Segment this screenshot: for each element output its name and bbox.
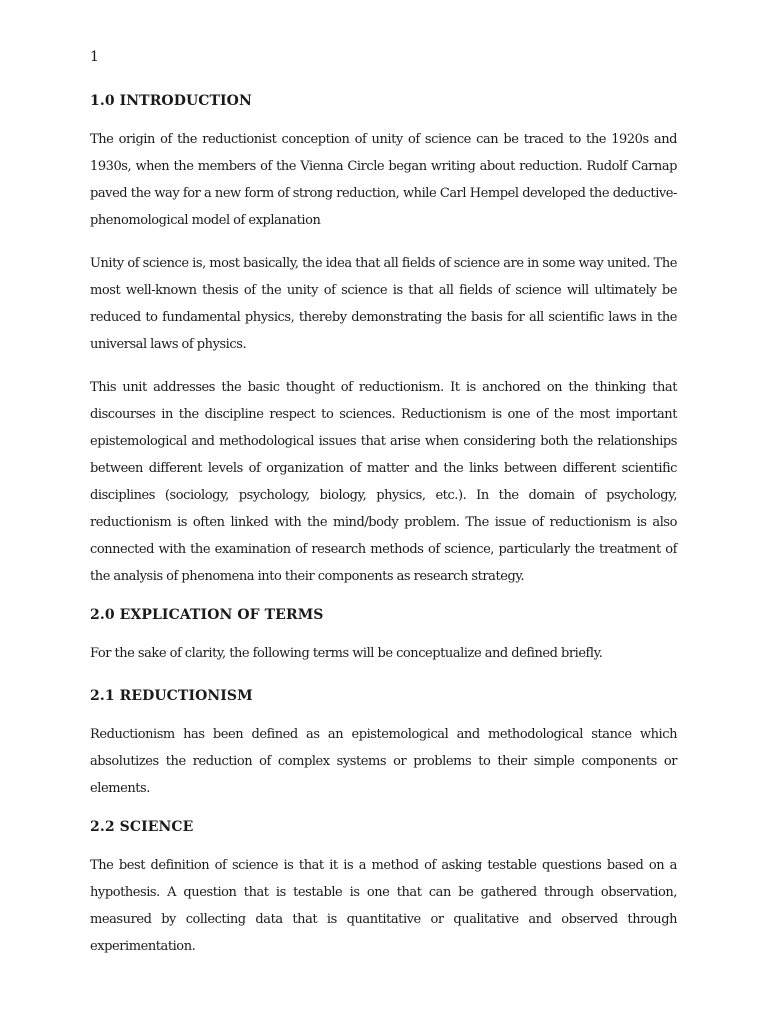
paragraph-introduction-1: The origin of the reductionist conception of unity of science can be traced to the 1920s and 1930s, when the members of the Vienna Circle began writing about reduction. Rudolf Carnap paved the way for a new form of strong reduction, while Carl Hempel developed the deductive-phenomological model of explanation — [90, 132, 677, 228]
paragraph-reductionism: Reductionism has been defined as an epistemological and methodological stance which absolutizes the reduction of complex systems or problems to their simple components or elements. — [90, 727, 677, 796]
section-heading-science: 2.2 SCIENCE — [90, 819, 194, 835]
section-heading-reductionism: 2.1 REDUCTIONISM — [90, 688, 253, 704]
section-heading-explication-of-terms: 2.0 EXPLICATION OF TERMS — [90, 607, 324, 623]
paragraph-science: The best definition of science is that it is a method of asking testable questions based on a hypothesis. A question that is testable is one that can be gathered through observation, measured by collecting data that is quantitative or qualitative and observed through experimentation. — [90, 858, 677, 954]
paragraph-explication: For the sake of clarity, the following terms will be conceptualize and defined briefly. — [90, 646, 603, 661]
section-heading-introduction: 1.0 INTRODUCTION — [90, 93, 252, 109]
document-body — [90, 92, 677, 976]
page-number: 1 — [90, 49, 99, 65]
paragraph-introduction-2: Unity of science is, most basically, the idea that all fields of science are in some way united. The most well-known thesis of the unity of science is that all fields of science will ultimately be reduced to fundamental physics, thereby demonstrating the basis for all scientific laws in the universal laws of physics. — [90, 256, 677, 352]
paragraph-introduction-3: This unit addresses the basic thought of reductionism. It is anchored on the thinking that discourses in the discipline respect to sciences. Reductionism is one of the most important epistemological and methodological issues that arise when considering both the relationships between different levels of organization of matter and the links between different scientific disciplines (sociology, psychology, biology, physics, etc.). In the domain of psychology, reductionism is often linked with the mind/body problem. The issue of reductionism is also connected with the examination of research methods of science, particularly the treatment of the analysis of phenomena into their components as research strategy. — [90, 380, 677, 584]
